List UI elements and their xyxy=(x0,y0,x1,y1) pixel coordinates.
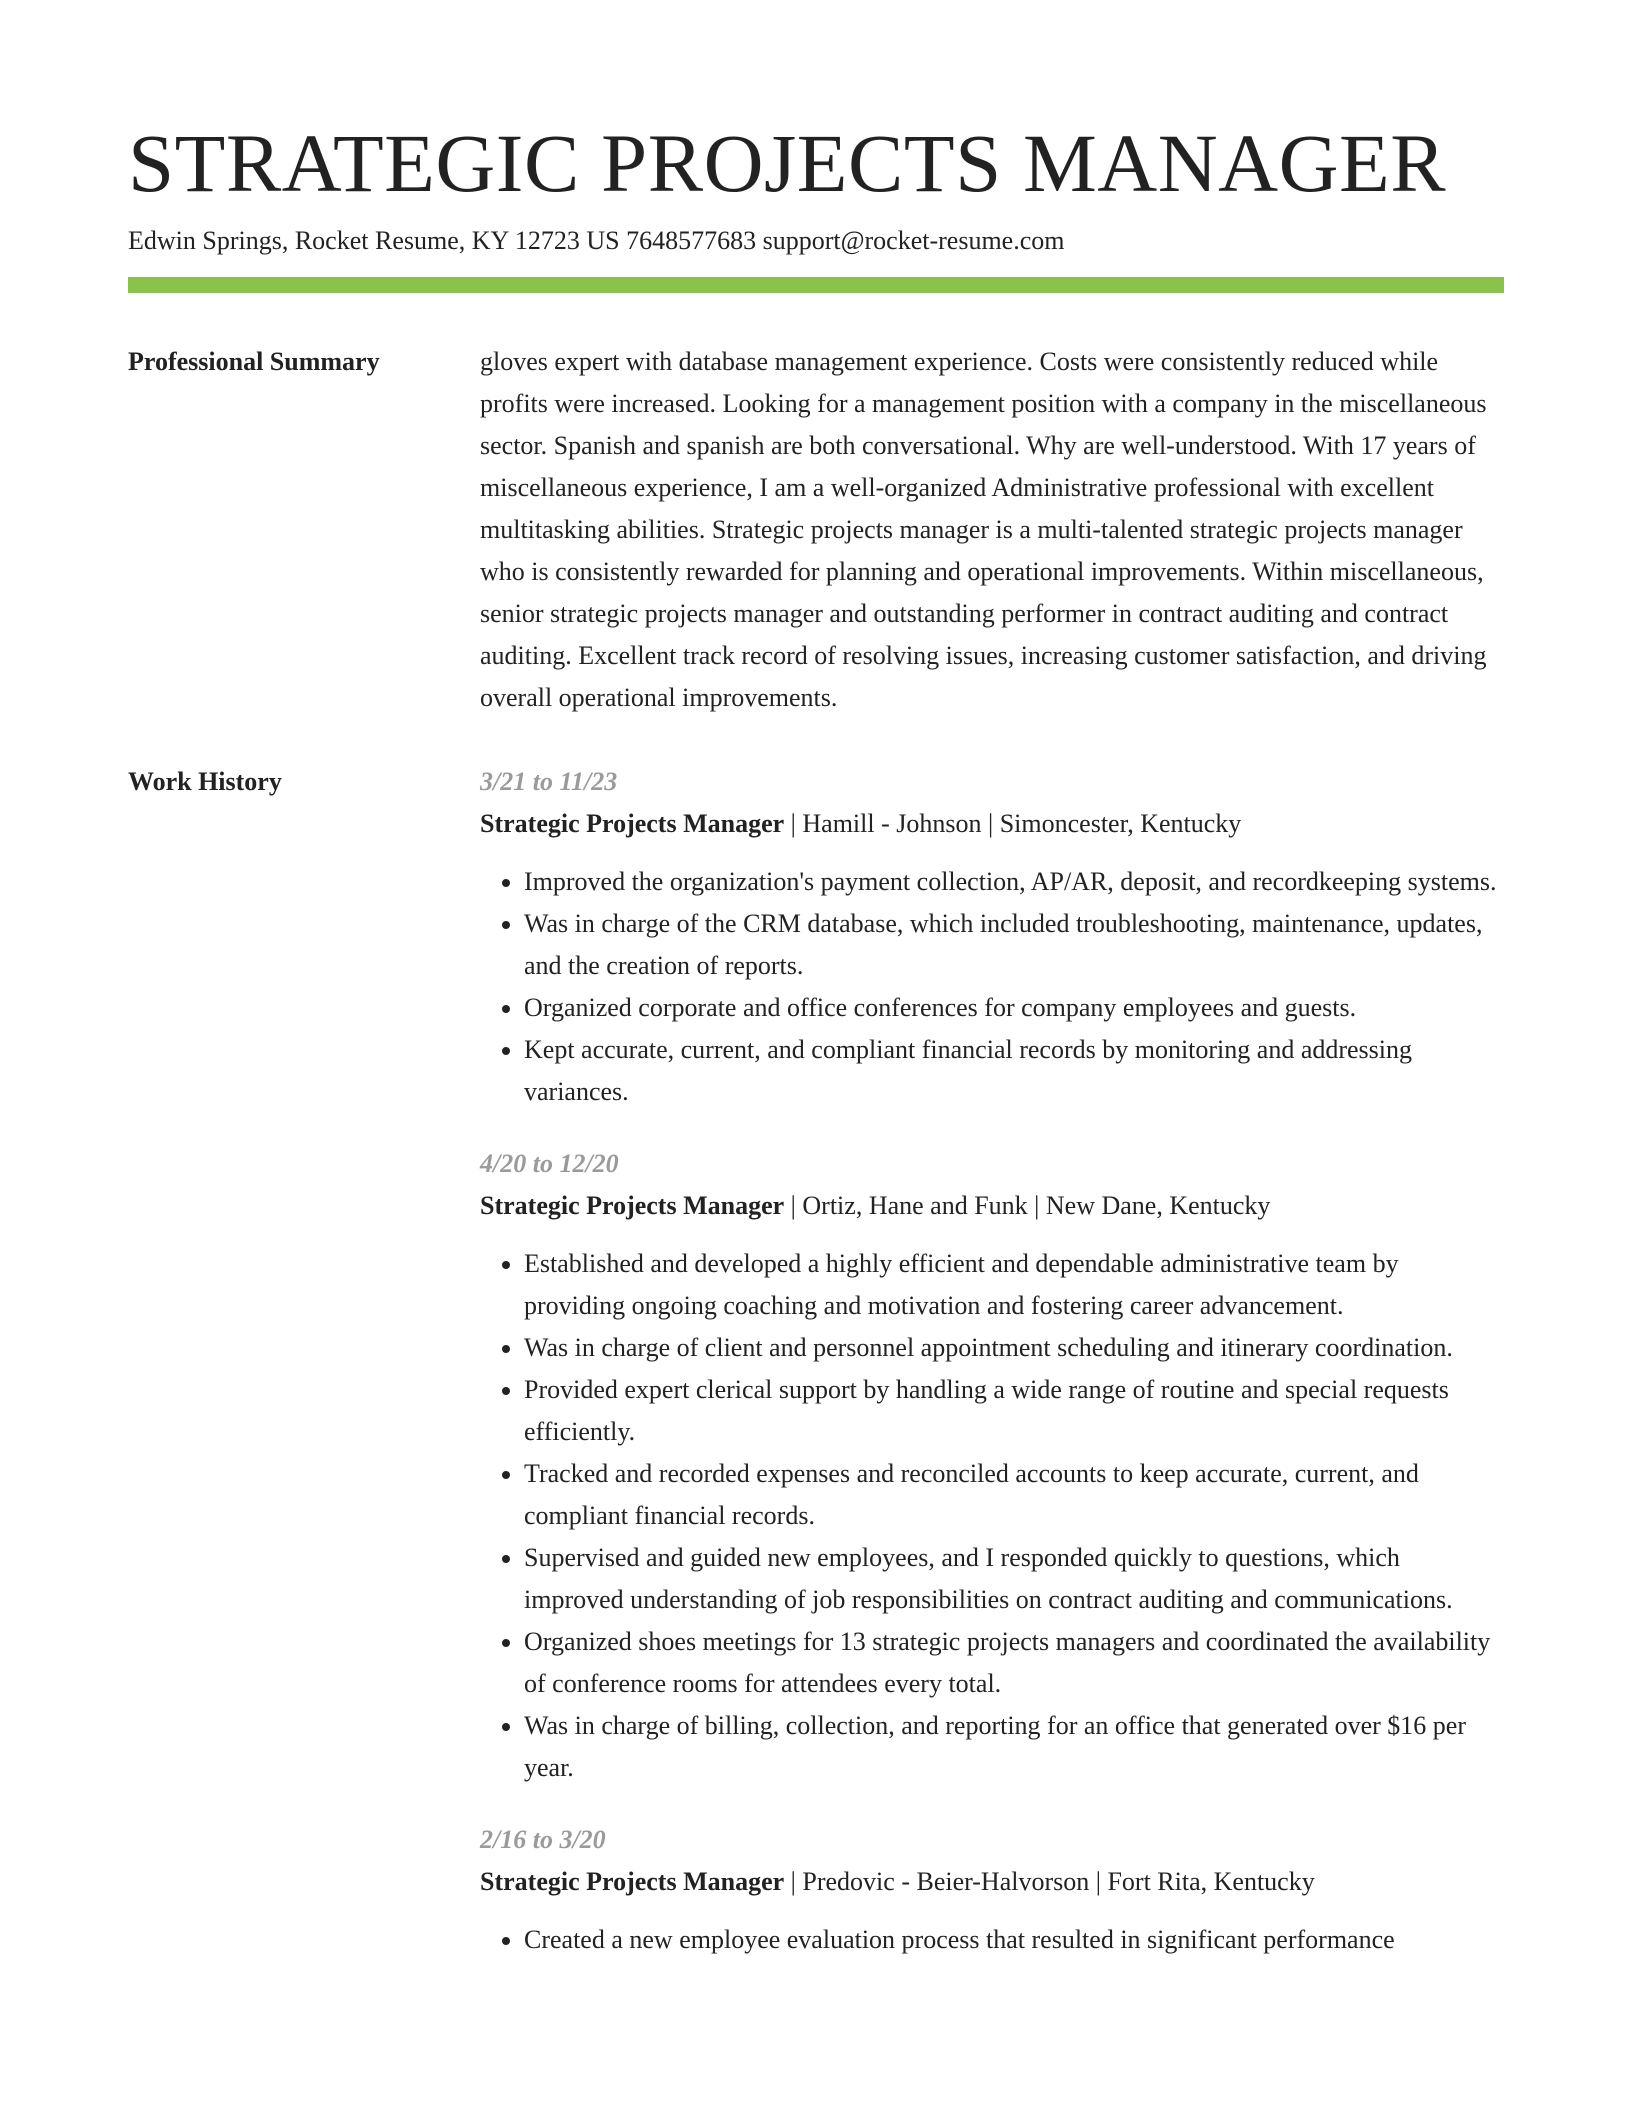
job-bullet: • Kept accurate, current, and compliant financial records by monitoring and addressing variances. xyxy=(524,1029,1504,1113)
contact-line xyxy=(128,223,1504,259)
contact-phone: 7648577683 xyxy=(626,226,757,256)
job-bullet: • Organized shoes meetings for 13 strategic projects managers and coordinated the availability of conference rooms for attendees every total. xyxy=(524,1621,1504,1705)
job-bullet: • Improved the organization's payment collection, AP/AR, deposit, and recordkeeping systems. xyxy=(524,861,1504,903)
job-title-line: Strategic Projects Manager | Hamill - Johnson | Simoncester, Kentucky xyxy=(480,809,1242,839)
job-bullet: • Established and developed a highly efficient and dependable administrative team by providing ongoing coaching and motivation and fostering career advancement. xyxy=(524,1243,1504,1327)
job-location: Fort Rita, Kentucky xyxy=(1107,1867,1315,1897)
job-dates: 3/21 to 11/23 xyxy=(480,767,618,797)
job-bullet: • Was in charge of the CRM database, which included troubleshooting, maintenance, updates, and the creation of reports. xyxy=(524,903,1504,987)
work-history-heading: Work History xyxy=(128,767,282,797)
contact-email[interactable]: support@rocket-resume.com xyxy=(762,226,1065,256)
job-bullet: • Organized corporate and office conferences for company employees and guests. xyxy=(524,987,1504,1029)
job-title-line: Strategic Projects Manager | Predovic - Beier-Halvorson | Fort Rita, Kentucky xyxy=(480,1867,1315,1897)
job-entry xyxy=(480,1819,1504,1961)
summary-heading: Professional Summary xyxy=(128,347,380,377)
job-company: Hamill - Johnson xyxy=(802,809,982,839)
summary-body xyxy=(480,341,1504,719)
job-bullet: • Supervised and guided new employees, and I responded quickly to questions, which improved understanding of job responsibilities on contract auditing and communications. xyxy=(524,1537,1504,1621)
job-dates: 2/16 to 3/20 xyxy=(480,1825,606,1855)
job-company: Ortiz, Hane and Funk xyxy=(802,1191,1028,1221)
job-entry xyxy=(480,761,1504,1113)
resume-title: STRATEGIC PROJECTS MANAGER xyxy=(128,117,1447,209)
job-dates: 4/20 to 12/20 xyxy=(480,1149,619,1179)
job-bullets xyxy=(480,1919,1504,1961)
job-bullet: • Was in charge of client and personnel appointment scheduling and itinerary coordination. xyxy=(524,1327,1504,1369)
job-bullet: • Created a new employee evaluation process that resulted in significant performance xyxy=(524,1919,1504,1961)
job-bullet: • Tracked and recorded expenses and reconciled accounts to keep accurate, current, and compliant financial records. xyxy=(524,1453,1504,1537)
job-bullets xyxy=(480,861,1504,1113)
work-history-list xyxy=(480,761,1504,1991)
summary-text: gloves expert with database management experience. Costs were consistently reduced while profits were increased. Looking for a management position with a company in the miscellaneous sector. Spanish and spanish are both conversational. Why are well-understood. With 17 years of miscellaneous experience, I am a well-organized Administrative professional with excellent multitasking abilities. Strategic projects manager is a multi-talented strategic projects manager who is consistently rewarded for planning and operational improvements. Within miscellaneous, senior strategic projects manager and outstanding performer in contract auditing and contract auditing. Excellent track record of resolving issues, increasing customer satisfaction, and driving overall operational improvements. xyxy=(480,347,1487,713)
job-title: Strategic Projects Manager xyxy=(480,809,785,839)
job-bullet: • Was in charge of billing, collection, and reporting for an office that generated over $16 per year. xyxy=(524,1705,1504,1789)
contact-address: Edwin Springs, Rocket Resume, KY 12723 US xyxy=(128,226,620,256)
job-title-line: Strategic Projects Manager | Ortiz, Hane and Funk | New Dane, Kentucky xyxy=(480,1191,1271,1221)
summary-section xyxy=(128,341,1504,719)
job-title: Strategic Projects Manager xyxy=(480,1191,785,1221)
job-entry xyxy=(480,1143,1504,1789)
header-divider xyxy=(128,277,1504,293)
job-location: Simoncester, Kentucky xyxy=(999,809,1242,839)
job-company: Predovic - Beier-Halvorson xyxy=(802,1867,1090,1897)
work-history-section xyxy=(128,761,1504,1991)
job-bullets xyxy=(480,1243,1504,1789)
job-location: New Dane, Kentucky xyxy=(1045,1191,1271,1221)
job-bullet: • Provided expert clerical support by handling a wide range of routine and special requests efficiently. xyxy=(524,1369,1504,1453)
job-title: Strategic Projects Manager xyxy=(480,1867,785,1897)
